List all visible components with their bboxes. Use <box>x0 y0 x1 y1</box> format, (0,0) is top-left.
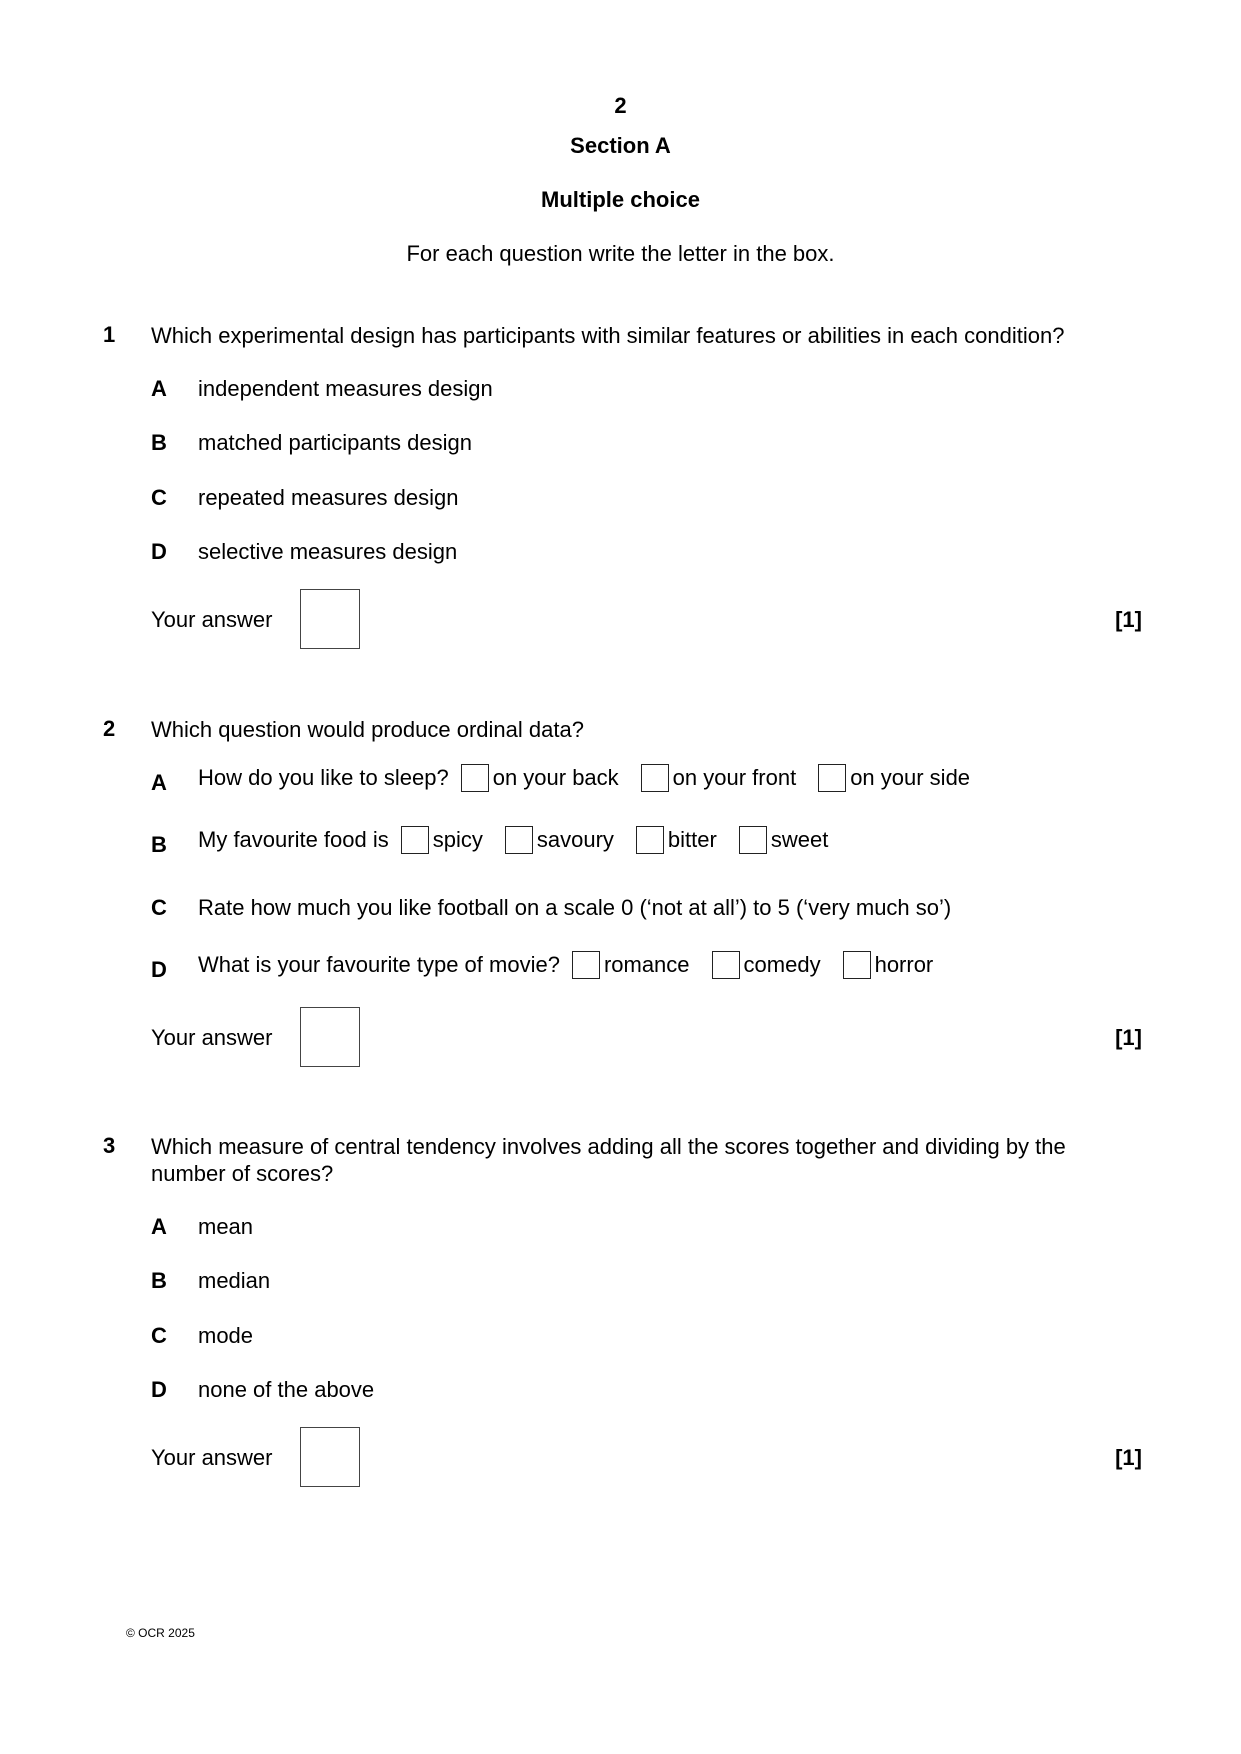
option-letter: D <box>151 539 167 564</box>
tick-box[interactable] <box>401 826 429 854</box>
option-text: Rate how much you like football on a scale 0 (‘not at all’) to 5 (‘very much so’) <box>198 895 952 920</box>
answer-label: Your answer <box>151 1445 273 1470</box>
option-row <box>198 826 828 854</box>
option-row <box>198 951 933 979</box>
tick-box[interactable] <box>636 826 664 854</box>
tick-box[interactable] <box>505 826 533 854</box>
option-text: selective measures design <box>198 539 458 564</box>
answer-box[interactable] <box>300 589 360 649</box>
tick-box[interactable] <box>712 951 740 979</box>
option-letter: B <box>151 430 167 455</box>
tick-box[interactable] <box>739 826 767 854</box>
tick-box[interactable] <box>461 764 489 792</box>
choice-label: on your side <box>850 765 971 790</box>
question-text: Which measure of central tendency involves adding all the scores together and dividing by the number of scores? <box>151 1134 1066 1186</box>
marks-label: [1] <box>1115 1445 1142 1470</box>
choice-label: on your front <box>672 765 797 790</box>
option-letter: B <box>151 1268 167 1293</box>
option-letter: C <box>151 895 167 920</box>
option-text: independent measures design <box>198 376 493 401</box>
page-number: 2 <box>614 93 627 118</box>
option-letter: A <box>151 770 167 795</box>
choice-label: comedy <box>743 952 821 977</box>
option-text: repeated measures design <box>198 485 459 510</box>
option-text: none of the above <box>198 1377 375 1402</box>
question-text: Which question would produce ordinal data? <box>151 717 584 742</box>
option-letter: A <box>151 376 167 401</box>
question-text: Which experimental design has participants with similar features or abilities in each condition? <box>151 323 1065 348</box>
section-title: Section A <box>570 133 671 158</box>
answer-label: Your answer <box>151 1025 273 1050</box>
option-text: matched participants design <box>198 430 472 455</box>
option-text: My favourite food is <box>198 827 389 852</box>
copyright-footer: © OCR 2025 <box>126 1626 195 1640</box>
option-letter: C <box>151 485 167 510</box>
choice-label: spicy <box>432 827 483 852</box>
choice-label: bitter <box>667 827 717 852</box>
choice-label: romance <box>603 952 690 977</box>
option-letter: D <box>151 957 167 982</box>
option-letter: B <box>151 832 167 857</box>
option-text: What is your favourite type of movie? <box>198 952 560 977</box>
section-subtitle: Multiple choice <box>541 187 700 212</box>
option-text: mean <box>198 1214 254 1239</box>
tick-box[interactable] <box>843 951 871 979</box>
answer-box[interactable] <box>300 1007 360 1067</box>
marks-label: [1] <box>1115 607 1142 632</box>
option-text: mode <box>198 1323 254 1348</box>
option-letter: D <box>151 1377 167 1402</box>
answer-box[interactable] <box>300 1427 360 1487</box>
tick-box[interactable] <box>818 764 846 792</box>
option-letter: C <box>151 1323 167 1348</box>
question-number: 1 <box>103 322 116 347</box>
choice-label: sweet <box>770 827 829 852</box>
option-text: median <box>198 1268 271 1293</box>
tick-box[interactable] <box>641 764 669 792</box>
option-letter: A <box>151 1214 167 1239</box>
question-number: 3 <box>103 1133 116 1158</box>
instruction-text: For each question write the letter in the box. <box>406 241 835 266</box>
choice-label: savoury <box>536 827 614 852</box>
option-row <box>198 764 970 792</box>
marks-label: [1] <box>1115 1025 1142 1050</box>
option-text: How do you like to sleep? <box>198 765 449 790</box>
answer-label: Your answer <box>151 607 273 632</box>
question-number: 2 <box>103 716 116 741</box>
tick-box[interactable] <box>572 951 600 979</box>
choice-label: horror <box>874 952 934 977</box>
choice-label: on your back <box>492 765 619 790</box>
